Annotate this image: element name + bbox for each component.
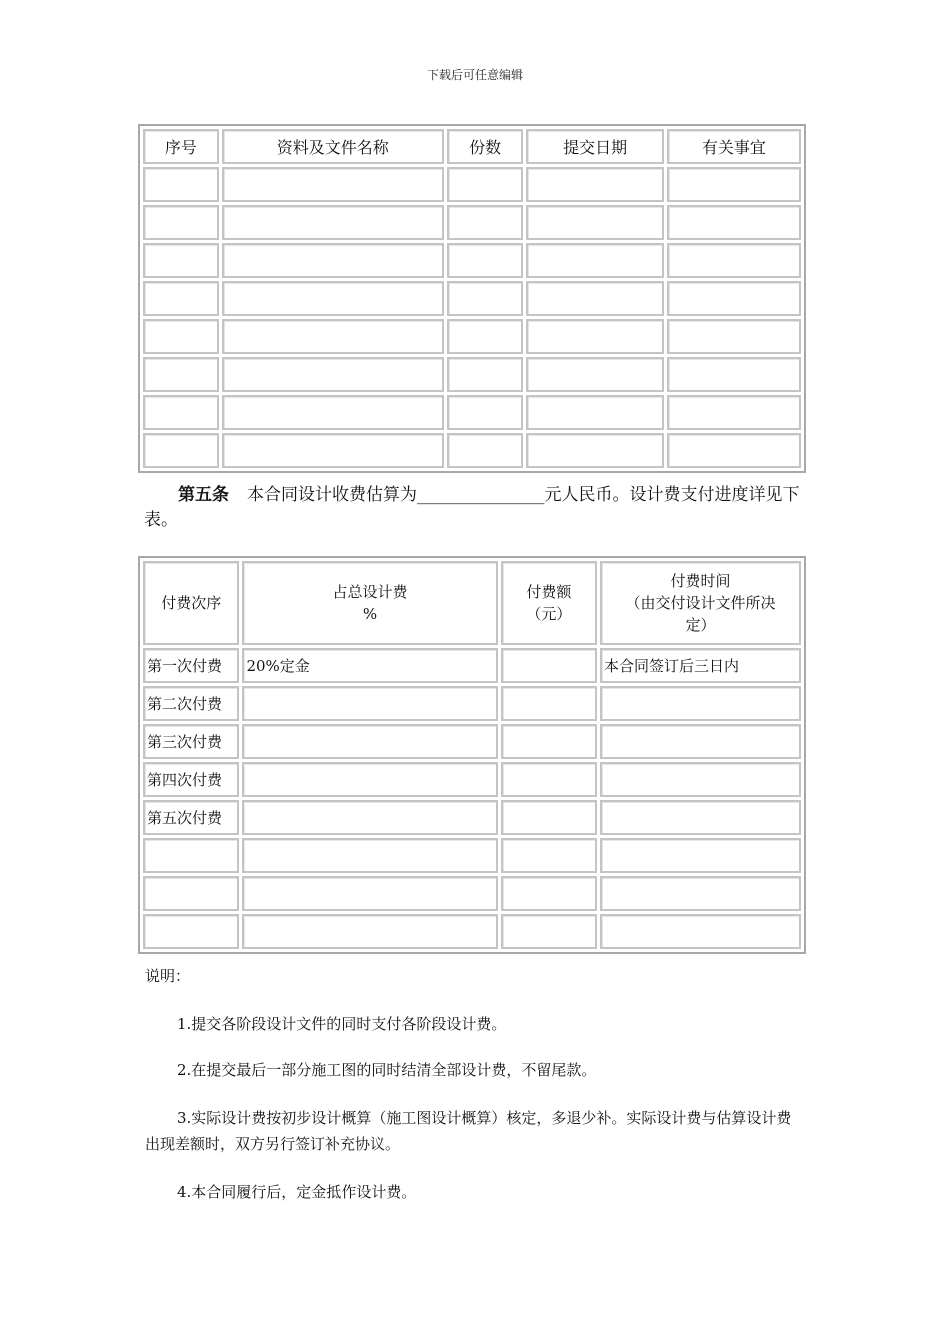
table-cell <box>143 167 219 202</box>
table-cell <box>447 357 524 392</box>
table-cell <box>222 281 444 316</box>
table-cell <box>143 433 219 468</box>
table-cell <box>143 243 219 278</box>
payment-time-cell <box>600 800 801 835</box>
table-row <box>143 648 801 683</box>
table-cell <box>667 319 801 354</box>
table-cell <box>447 319 524 354</box>
payment-order-cell: 第二次付费 <box>143 686 239 721</box>
amount-cell <box>501 838 597 873</box>
header-cell-submit-date: 提交日期 <box>526 129 663 164</box>
table-row <box>143 686 801 721</box>
table-cell <box>143 357 219 392</box>
table-cell <box>667 167 801 202</box>
table-cell <box>526 243 663 278</box>
table-cell <box>222 205 444 240</box>
amount-cell <box>501 800 597 835</box>
table-row <box>143 800 801 835</box>
table-row <box>143 762 801 797</box>
payment-time-cell <box>600 838 801 873</box>
page-header: 下载后可任意编辑 <box>426 68 523 82</box>
table-cell <box>447 243 524 278</box>
table-cell <box>667 357 801 392</box>
table-row <box>143 395 801 430</box>
payment-time-cell: 本合同签订后三日内 <box>600 648 801 683</box>
payment-order-cell: 第四次付费 <box>143 762 239 797</box>
article-5-text-after: 元人民币。设计费支付进度详见下表。 <box>144 485 800 530</box>
table-cell <box>667 433 801 468</box>
table-row <box>143 838 801 873</box>
table-cell <box>222 433 444 468</box>
payment-schedule-table <box>138 556 806 954</box>
payment-schedule-body <box>143 648 801 949</box>
table-cell <box>222 319 444 354</box>
table-row <box>143 243 801 278</box>
table-row <box>143 914 801 949</box>
table-cell <box>667 243 801 278</box>
header-cell-doc-name: 资料及文件名称 <box>222 129 444 164</box>
payment-order-cell: 第三次付费 <box>143 724 239 759</box>
table-cell <box>222 357 444 392</box>
table-cell <box>447 167 524 202</box>
table-cell <box>222 167 444 202</box>
table-row <box>143 167 801 202</box>
notes-title: 说明： <box>145 967 191 985</box>
table-cell <box>667 205 801 240</box>
table-cell <box>667 281 801 316</box>
fee-estimate-blank: _______________ <box>417 485 545 505</box>
table-cell <box>143 395 219 430</box>
table-row <box>143 205 801 240</box>
payment-time-cell <box>600 724 801 759</box>
amount-cell <box>501 686 597 721</box>
table-header-row <box>143 561 801 645</box>
header-cell-percent: 占总设计费 % <box>242 561 497 645</box>
table-cell <box>526 167 663 202</box>
percent-cell: 20%定金 <box>242 648 497 683</box>
table-row <box>143 357 801 392</box>
payment-order-cell <box>143 914 239 949</box>
note-item-2: 2.在提交最后一部分施工图的同时结清全部设计费，不留尾款。 <box>177 1061 597 1079</box>
amount-cell <box>501 648 597 683</box>
payment-order-cell: 第一次付费 <box>143 648 239 683</box>
table-row <box>143 876 801 911</box>
documents-table <box>138 124 806 473</box>
payment-order-cell <box>143 876 239 911</box>
article-5-label: 第五条 <box>178 485 229 505</box>
payment-time-cell <box>600 914 801 949</box>
table-cell <box>447 205 524 240</box>
amount-cell <box>501 762 597 797</box>
table-cell <box>526 433 663 468</box>
table-row <box>143 281 801 316</box>
payment-time-cell <box>600 686 801 721</box>
percent-cell <box>242 876 497 911</box>
article-5-text-before: 本合同设计收费估算为 <box>247 485 417 505</box>
percent-cell <box>242 914 497 949</box>
table-cell <box>526 395 663 430</box>
payment-order-cell <box>143 838 239 873</box>
header-cell-payment-order: 付费次序 <box>143 561 239 645</box>
payment-order-cell: 第五次付费 <box>143 800 239 835</box>
header-cell-amount: 付费额 （元） <box>501 561 597 645</box>
percent-cell <box>242 762 497 797</box>
amount-cell <box>501 914 597 949</box>
note-item-4: 4.本合同履行后，定金抵作设计费。 <box>177 1183 417 1201</box>
table-cell <box>447 395 524 430</box>
header-cell-index: 序号 <box>143 129 219 164</box>
header-cell-copies: 份数 <box>447 129 524 164</box>
table-cell <box>526 205 663 240</box>
table-cell <box>526 357 663 392</box>
percent-cell <box>242 838 497 873</box>
table-cell <box>143 319 219 354</box>
header-cell-payment-time: 付费时间 （由交付设计文件所决 定） <box>600 561 801 645</box>
article-5-paragraph <box>144 483 804 533</box>
table-cell <box>526 281 663 316</box>
header-cell-remarks: 有关事宜 <box>667 129 801 164</box>
amount-cell <box>501 724 597 759</box>
percent-cell <box>242 724 497 759</box>
payment-time-cell <box>600 876 801 911</box>
table-row <box>143 433 801 468</box>
note-item-1: 1.提交各阶段设计文件的同时支付各阶段设计费。 <box>177 1015 507 1033</box>
percent-cell <box>242 686 497 721</box>
payment-time-cell <box>600 762 801 797</box>
table-cell <box>526 319 663 354</box>
table-cell <box>143 281 219 316</box>
table-cell <box>143 205 219 240</box>
table-cell <box>447 433 524 468</box>
table-cell <box>222 395 444 430</box>
table-row <box>143 724 801 759</box>
note-item-3: 3.实际设计费按初步设计概算（施工图设计概算）核定，多退少补。实际设计费与估算设计费出现差额时，双方另行签订补充协议。 <box>145 1109 792 1153</box>
amount-cell <box>501 876 597 911</box>
table-header-row <box>143 129 801 164</box>
table-cell <box>667 395 801 430</box>
table-row <box>143 319 801 354</box>
percent-cell <box>242 800 497 835</box>
documents-table-body <box>143 167 801 468</box>
table-cell <box>447 281 524 316</box>
table-cell <box>222 243 444 278</box>
